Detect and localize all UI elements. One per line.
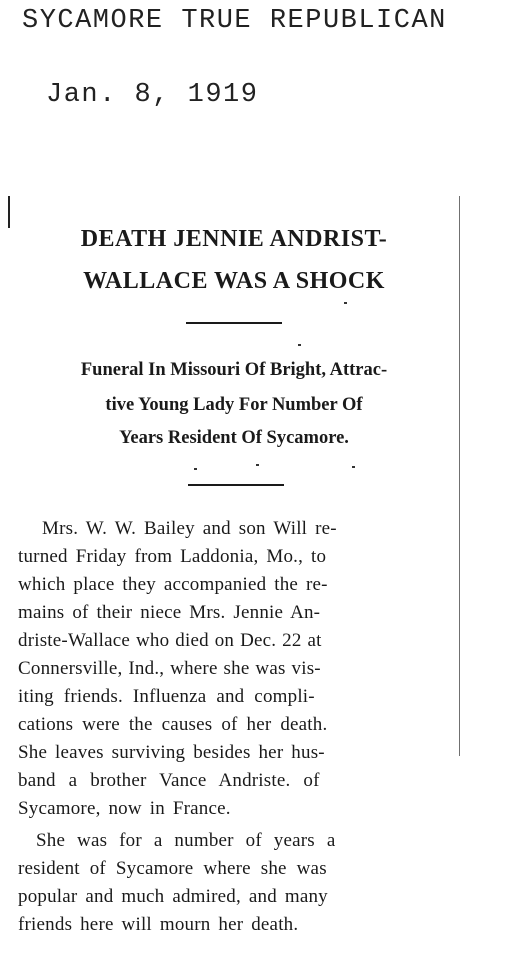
- body-text-line: She was for a number of years a: [36, 830, 336, 851]
- body-text-line: cations were the causes of her death.: [18, 714, 328, 735]
- print-speck: [256, 464, 259, 466]
- body-text-line: Mrs. W. W. Bailey and son Will re-: [42, 518, 337, 539]
- subheadline-rule: [188, 484, 284, 486]
- newspaper-clipping: [8, 196, 460, 964]
- body-text-line: popular and much admired, and many: [18, 886, 328, 907]
- body-text-line: which place they accompanied the re-: [18, 574, 328, 595]
- body-text-line: Connersville, Ind., where she was vis-: [18, 658, 321, 679]
- print-speck: [298, 344, 301, 346]
- headline-line: DEATH JENNIE ANDRIST-: [80, 226, 388, 252]
- body-text-line: She leaves surviving besides her hus-: [18, 742, 325, 763]
- body-text-line: iting friends. Influenza and compli-: [18, 686, 315, 707]
- print-speck: [352, 466, 355, 468]
- subheadline-line: Years Resident Of Sycamore.: [119, 428, 349, 448]
- body-text-line: band a brother Vance Andriste. of: [18, 770, 320, 791]
- publication-date: Jan. 8, 1919: [46, 80, 259, 110]
- print-speck: [194, 468, 197, 470]
- clipping-right-edge: [459, 196, 460, 756]
- body-text-line: friends here will mourn her death.: [18, 914, 299, 935]
- body-text-line: resident of Sycamore where she was: [18, 858, 327, 879]
- headline-line: WALLACE WAS A SHOCK: [83, 268, 385, 294]
- newspaper-name: SYCAMORE TRUE REPUBLICAN: [22, 6, 447, 36]
- print-speck: [344, 302, 347, 304]
- body-text-line: Sycamore, now in France.: [18, 798, 231, 819]
- subheadline-line: Funeral In Missouri Of Bright, Attrac-: [80, 360, 388, 380]
- body-text-line: mains of their niece Mrs. Jennie An-: [18, 602, 321, 623]
- clipping-left-edge: [8, 196, 10, 228]
- body-text-line: turned Friday from Laddonia, Mo., to: [18, 546, 327, 567]
- body-text-line: driste-Wallace who died on Dec. 22 at: [18, 630, 322, 651]
- headline-rule: [186, 322, 282, 324]
- subheadline-line: tive Young Lady For Number Of: [105, 395, 363, 415]
